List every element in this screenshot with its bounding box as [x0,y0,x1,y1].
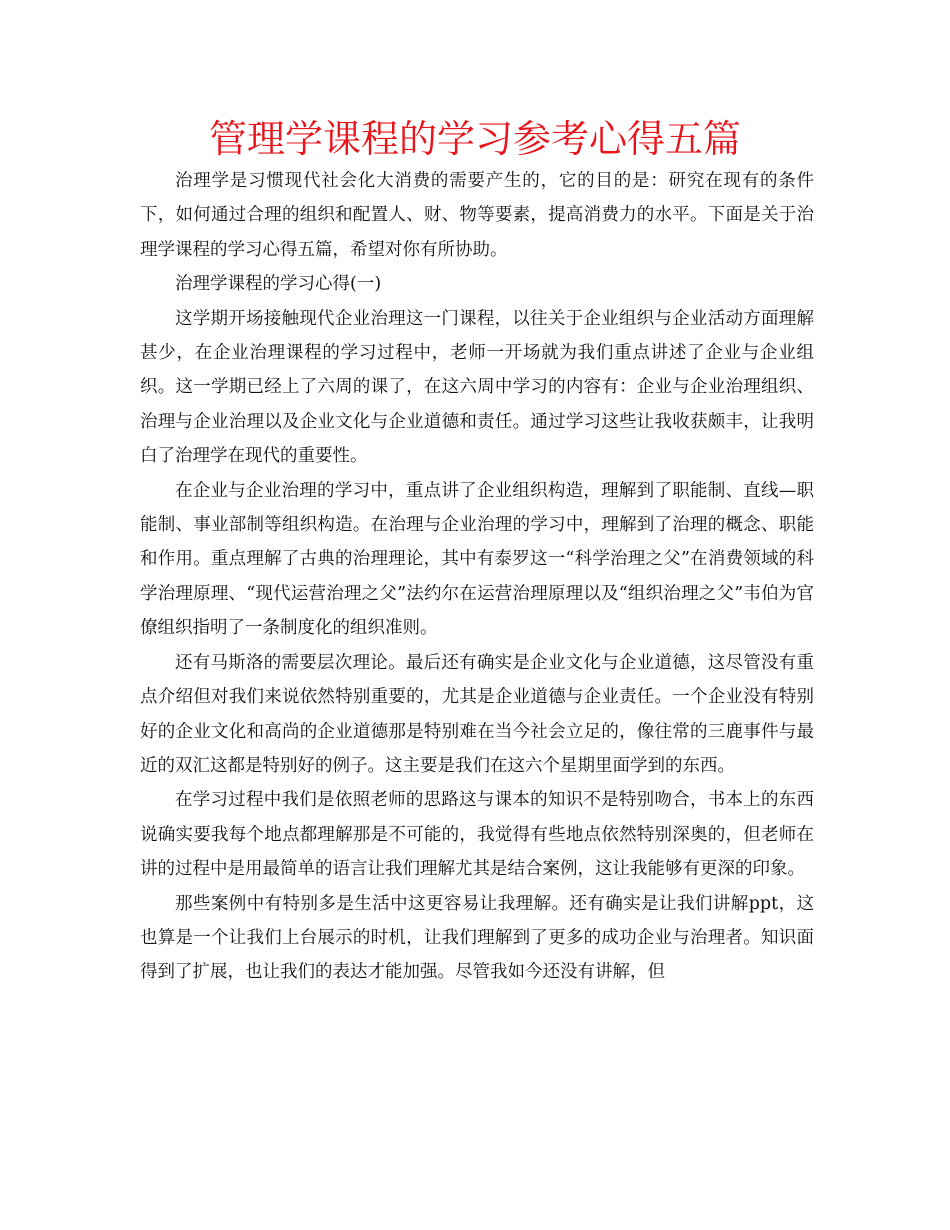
paragraph: 在学习过程中我们是依照老师的思路这与课本的知识不是特别吻合，书本上的东西说确实要我每个地点都理解那是不可能的，我觉得有些地点依然特别深奥的，但老师在讲的过程中是用最简单的语言让我们理解尤其是结合案例，这让我能够有更深的印象。 [140,790,814,880]
document-body [140,164,814,990]
paragraph-intro: 治理学是习惯现代社会化大消费的需要产生的，它的目的是：研究在现有的条件下，如何通过合理的组织和配置人、财、物等要素，提高消费力的水平。下面是关于治理学课程的学习心得五篇，希望对你有所协助。 [140,171,814,260]
paragraph: 还有马斯洛的需要层次理论。最后还有确实是企业文化与企业道德，这尽管没有重点介绍但对我们来说依然特别重要的，尤其是企业道德与企业责任。一个企业没有特别好的企业文化和高尚的企业道德那是特别难在当今社会立足的，像往常的三鹿事件与最近的双汇这都是特别好的例子。这主要是我们在这六个星期里面学到的东西。 [140,652,814,776]
document-title: 管理学课程的学习参考心得五篇 [208,117,741,161]
section-heading: 治理学课程的学习心得(一) [175,274,382,295]
paragraph: 这学期开场接触现代企业治理这一门课程，以往关于企业组织与企业活动方面理解甚少，在企业治理课程的学习过程中，老师一开场就为我们重点讲述了企业与企业组织。这一学期已经上了六周的课了，在这六周中学习的内容有：企业与企业治理组织、治理与企业治理以及企业文化与企业道德和责任。通过学习这些让我收获颇丰，让我明白了治理学在现代的重要性。 [140,308,814,467]
paragraph: 那些案例中有特别多是生活中这更容易让我理解。还有确实是让我们讲解ppt，这也算是一个让我们上台展示的时机，让我们理解到了更多的成功企业与治理者。知识面得到了扩展，也让我们的表达才能加强。尽管我如今还没有讲解，但 [140,893,814,983]
paragraph: 在企业与企业治理的学习中，重点讲了企业组织构造，理解到了职能制、直线—职能制、事业部制等组织构造。在治理与企业治理的学习中，理解到了治理的概念、职能和作用。重点理解了古典的治理理论，其中有泰罗这一“科学治理之父”在消费领域的科学治理原理、“现代运营治理之父”法约尔在运营治理原理以及“组织治理之父”韦伯为官僚组织指明了一条制度化的组织准则。 [140,480,814,639]
